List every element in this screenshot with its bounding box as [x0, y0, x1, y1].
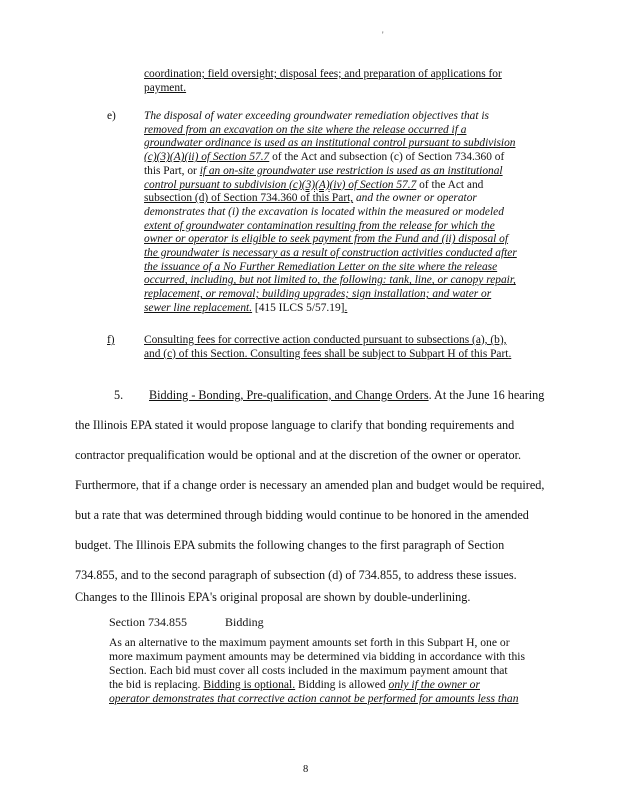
intro-line-2: payment.	[144, 81, 187, 94]
item5-line-4: Furthermore, that if a change order is necessary an amended plan and budget would be required,	[75, 478, 545, 492]
item5-line-5: but a rate that was determined through bidding would continue to be honored in the amended	[75, 508, 529, 522]
item5-title: Bidding - Bonding, Pre-qualification, and Change Orders	[149, 388, 429, 402]
item5-line-8: Changes to the Illinois EPA's original proposal are shown by double-underlining.	[75, 590, 471, 604]
item5-number: 5.	[114, 388, 124, 402]
section-title: Bidding	[225, 615, 264, 629]
page-number: 8	[303, 764, 309, 775]
section-body: As an alternative to the maximum payment amounts set forth in this Subpart H, one or more maximum payment amounts may be determined via bidding in accordance with this Section. Each bid must cover all costs included in the maximum payment amount that the bid is replacing. Bidding is optional. Bidding is allowed only if the owner or operator demonstrates that corrective action cannot be performed for amounts less than	[109, 636, 525, 705]
section-number: Section 734.855	[109, 615, 187, 629]
scan-mark: '	[382, 30, 384, 40]
item5-line-3: contractor prequalification would be optional and at the discretion of the owner or operator.	[75, 448, 522, 462]
item5-line-7: 734.855, and to the second paragraph of subsection (d) of 734.855, to address these issues.	[75, 568, 517, 582]
para-f-label: f)	[107, 334, 115, 346]
section-heading	[109, 615, 264, 630]
para-e-label: e)	[107, 110, 116, 122]
item5-line-1: 5. Bidding - Bonding, Pre-qualification, and Change Orders. At the June 16 hearing	[114, 388, 545, 402]
para-e-text: The disposal of water exceeding groundwater remediation objectives that is removed from an excavation on the site where the release occurred if a groundwater ordinance is used as an institutional control pursuant to subdivision (c)(3)(A)(ii) of Section 57.7 of the Act and subsection (c) of Section 734.360 of this Part, or if an on-site groundwater use restriction is used as an institutional control pursuant to subdivision (c)(3)(A)(iv) of Section 57.7 of the Act and subsection (d) of Section 734.360 of this Part, and the owner or operator demonstrates that (i) the excavation is located within the measured or modeled extent of groundwater contamination resulting from the release for which the owner or operator is eligible to seek payment from the Fund and (ii) disposal of the groundwater is necessary as a result of construction activities conducted after the issuance of a No Further Remediation Letter on the site where the release occurred, including, but not limited to, the following: tank, line, or canopy repair, replacement, or removal; building upgrades; sign installation; and water or sewer line replacement. [415 ILCS 5/57.19].	[144, 110, 517, 314]
item5-line-2: the Illinois EPA stated it would propose language to clarify that bonding requirements and	[75, 418, 515, 432]
intro-line-1: coordination; field oversight; disposal fees; and preparation of applications for	[144, 68, 502, 80]
intro-continuation	[144, 68, 534, 95]
item5-line-6: budget. The Illinois EPA submits the following changes to the first paragraph of Section	[75, 538, 505, 552]
para-f-text: Consulting fees for corrective action conducted pursuant to subsections (a), (b), and (c) of this Section. Consulting fees shall be subject to Subpart H of this Part.	[144, 334, 512, 360]
